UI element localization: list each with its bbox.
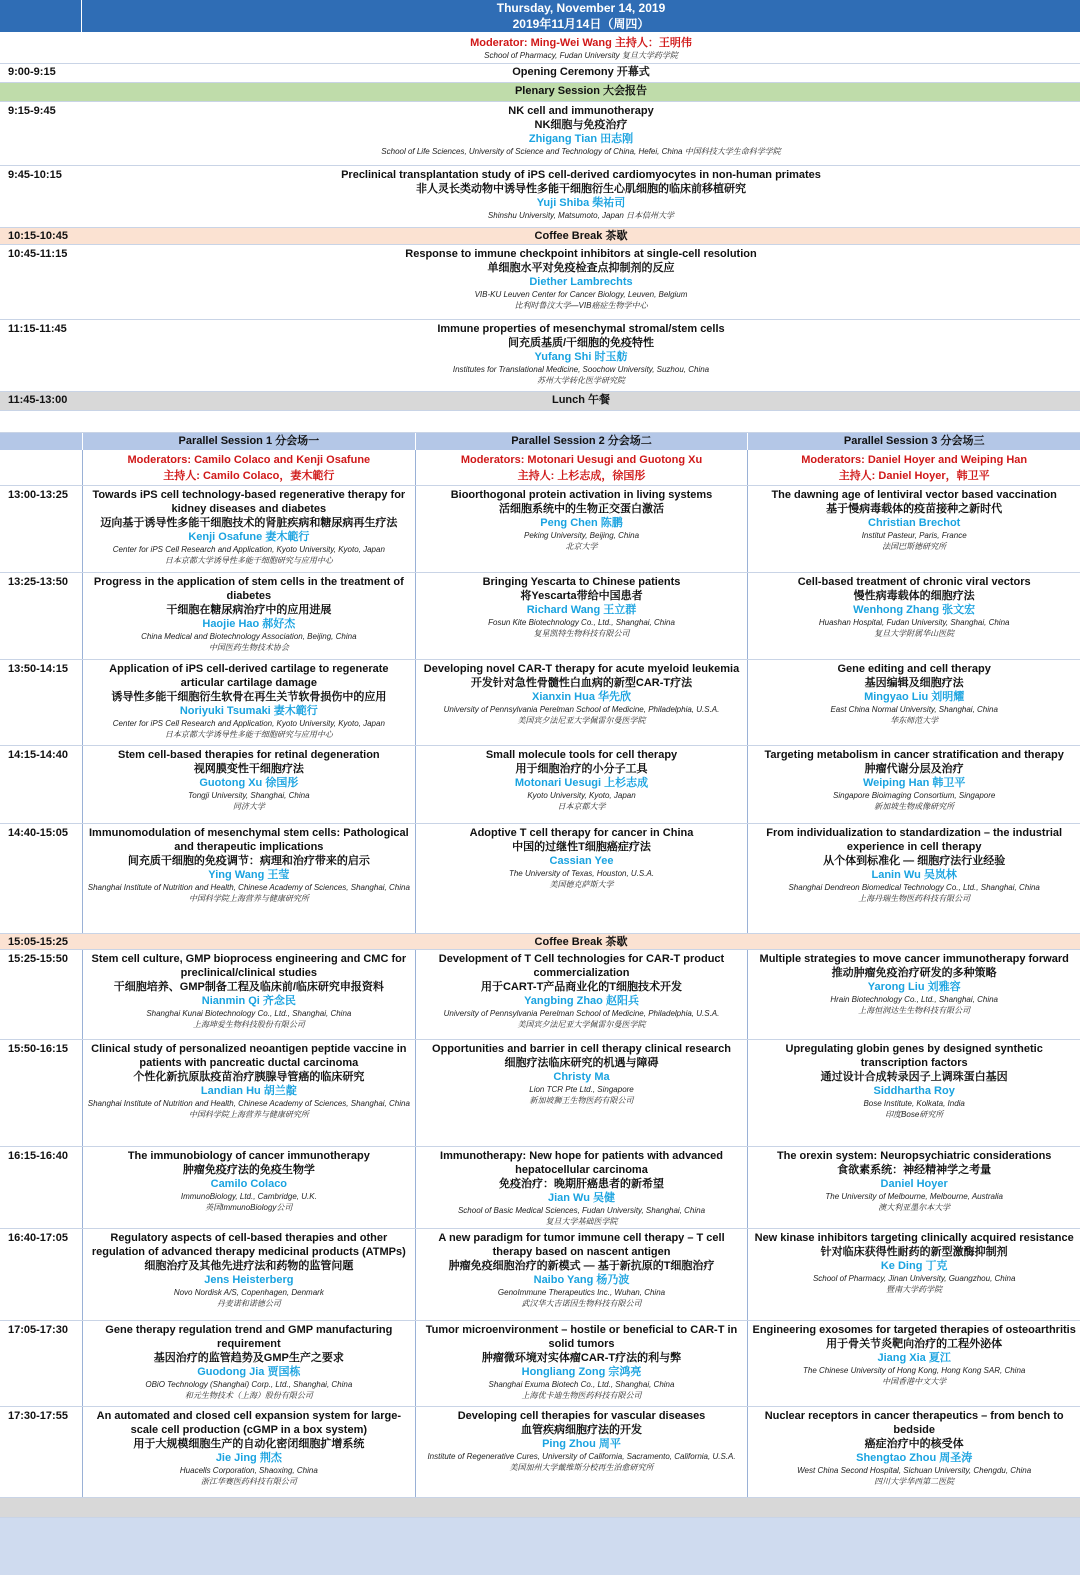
- talk-cell: [747, 573, 1080, 659]
- session-row: [0, 950, 1080, 1040]
- speaker-name: Wenhong Zhang 张文宏: [853, 604, 976, 616]
- speaker-affiliation-cn: 复星凯特生物科技有限公司: [533, 629, 630, 638]
- speaker-affiliation: Kyoto University, Kyoto, Japan: [527, 791, 636, 800]
- talk-title-cn: 从个体到标准化 — 细胞疗法行业经验: [823, 855, 1006, 867]
- moderator-name: Moderator: Ming-Wei Wang 主持人：王明伟: [470, 37, 692, 49]
- speaker-name: Zhigang Tian 田志刚: [528, 133, 634, 145]
- talk-title-cn: 单细胞水平对免疫检查点抑制剂的反应: [487, 262, 675, 274]
- time-cell: 13:25-13:50: [8, 576, 68, 588]
- moderators-en: Moderators: Camilo Colaco and Kenji Osafune: [127, 454, 371, 466]
- talk-title: Immunomodulation of mesenchymal stem cells: Pathological and therapeutic implications: [88, 827, 409, 853]
- talk-cell: [747, 486, 1080, 572]
- talk-cell: [415, 660, 748, 745]
- session-row: [0, 746, 1080, 824]
- talk-title: Gene therapy regulation trend and GMP manufacturing requirement: [105, 1324, 393, 1350]
- talk-title-cn: 用于CART-T产品商业化的T细胞技术开发: [480, 981, 683, 993]
- speaker-name: Mingyao Liu 刘明耀: [864, 691, 965, 703]
- talk-title-cn: 肿瘤免疫细胞治疗的新模式 — 基于新抗原的T细胞治疗: [448, 1260, 715, 1272]
- afternoon-sessions: [0, 950, 1080, 1498]
- session-row: [0, 486, 1080, 573]
- date-header: [0, 0, 1080, 32]
- talk-title-cn: 诱导性多能干细胞衍生软骨在再生关节软骨损伤中的应用: [111, 691, 387, 703]
- speaker-affiliation-cn: 新加坡狮王生物医药有限公司: [529, 1096, 634, 1105]
- speaker-affiliation: Center for iPS Cell Research and Application, Kyoto University, Kyoto, Japan: [112, 545, 385, 554]
- speaker-affiliation-cn: 中国科学院上海营养与健康研究所: [188, 1110, 309, 1119]
- time-cell: [0, 1498, 82, 1517]
- time-cell: 13:50-14:15: [8, 663, 68, 675]
- talk-cell: [82, 1147, 415, 1228]
- moderator-row: [0, 32, 1080, 64]
- talk-cell: [82, 1229, 415, 1320]
- talk-cell: [415, 824, 748, 933]
- speaker-name: Jiang Xia 夏江: [877, 1352, 951, 1364]
- talk-title-cn: 推动肿瘤免疫治疗研发的多种策略: [831, 967, 997, 979]
- speaker-affiliation-cn: 上海丹瑞生物医药科技有限公司: [858, 894, 971, 903]
- speaker-affiliation: Shanghai Institute of Nutrition and Health, Chinese Academy of Sciences, Shanghai, China: [87, 1099, 410, 1108]
- speaker-affiliation-cn: 同济大学: [232, 802, 265, 811]
- time-cell: 9:45-10:15: [8, 169, 62, 181]
- speaker-name: Weiping Han 韩卫平: [862, 777, 966, 789]
- talk-title-cn: 非人灵长类动物中诱导性多能干细胞衍生心肌细胞的临床前移植研究: [416, 183, 746, 195]
- header-spacer: [0, 0, 82, 32]
- talk-title-cn: 用于细胞治疗的小分子工具: [515, 763, 648, 775]
- talk-cell: [82, 824, 415, 933]
- moderators-cn: 主持人: Camilo Colaco，妻木範行: [163, 470, 335, 482]
- coffee-break-label: Coffee Break 茶歇: [534, 230, 628, 242]
- speaker-name: Yarong Liu 刘雅容: [867, 981, 961, 993]
- talk-title-cn: 食欲素系统：神经精神学之考量: [837, 1164, 992, 1176]
- talk-title-cn: 用于骨关节炎靶向治疗的工程外泌体: [826, 1338, 1003, 1350]
- speaker-affiliation-cn: 日本京都大学: [557, 802, 606, 811]
- speaker-name: Jens Heisterberg: [204, 1274, 294, 1286]
- speaker-affiliation-cn: 美国宾夕法尼亚大学佩雷尔曼医学院: [517, 1020, 646, 1029]
- moderators-en: Moderators: Motonari Uesugi and Guotong Xu: [460, 454, 703, 466]
- talk-title-cn: 血管疾病细胞疗法的开发: [521, 1424, 642, 1436]
- speaker-affiliation: Shanghai Kunai Biotechnology Co., Ltd., Shanghai, China: [146, 1009, 352, 1018]
- talk-cell: [415, 486, 748, 572]
- talk-title-cn: 间充质干细胞的免疫调节：病理和治疗带来的启示: [127, 855, 370, 867]
- talk-title: Cell-based treatment of chronic viral vectors: [797, 576, 1031, 588]
- moderators-en: Moderators: Daniel Hoyer and Weiping Han: [801, 454, 1028, 466]
- time-cell: 13:00-13:25: [8, 489, 68, 501]
- talk-title: Regulatory aspects of cell-based therapies and other regulation of advanced therapy medicinal products (ATMPs): [91, 1232, 406, 1258]
- reception-label: [82, 1498, 1080, 1517]
- talk-cell: [415, 746, 748, 823]
- speaker-name: Diether Lambrechts: [529, 276, 633, 288]
- speaker-affiliation: Shinshu University, Matsumoto, Japan 日本信州大学: [487, 211, 675, 220]
- speaker-affiliation: Hrain Biotechnology Co., Ltd., Shanghai, China: [830, 995, 999, 1004]
- speaker-affiliation: China Medical and Biotechnology Association, Beijing, China: [141, 632, 357, 641]
- night-event-row: [0, 1518, 1080, 1575]
- talk-title: Multiple strategies to move cancer immunotherapy forward: [759, 953, 1069, 965]
- speaker-name: Ping Zhou 周平: [542, 1438, 621, 1450]
- speaker-name: Shengtao Zhou 周圣涛: [856, 1452, 973, 1464]
- speaker-name: Lanin Wu 吴岚林: [871, 869, 957, 881]
- plenary-label: Plenary Session 大会报告: [514, 85, 648, 97]
- speaker-affiliation: East China Normal University, Shanghai, China: [830, 705, 998, 714]
- talk-cell: [82, 1407, 415, 1497]
- lunch-row: [0, 392, 1080, 411]
- speaker-affiliation-cn: 澳大利亚墨尔本大学: [878, 1203, 951, 1212]
- speaker-affiliation: Center for iPS Cell Research and Application, Kyoto University, Kyoto, Japan: [112, 719, 385, 728]
- talk-title-cn: 个性化新抗原肽疫苗治疗胰腺导管癌的临床研究: [133, 1071, 365, 1083]
- time-cell: 9:00-9:15: [8, 66, 56, 78]
- speaker-affiliation: Tongji University, Shanghai, China: [188, 791, 310, 800]
- speaker-affiliation: Shanghai Dendreon Biomedical Technology Co., Ltd., Shanghai, China: [788, 883, 1040, 892]
- talk-title: Developing cell therapies for vascular diseases: [457, 1410, 706, 1422]
- date-cn: 2019年11月14日（周四）: [512, 17, 650, 31]
- speaker-affiliation-cn: 上海坤爱生物科技股份有限公司: [192, 1020, 305, 1029]
- talk-title: Response to immune checkpoint inhibitors at single-cell resolution: [405, 248, 757, 260]
- talk-cell: [82, 1040, 415, 1146]
- time-cell: 9:15-9:45: [8, 105, 56, 117]
- time-cell: 17:05-17:30: [8, 1324, 68, 1336]
- speaker-affiliation: Novo Nordisk A/S, Copenhagen, Denmark: [173, 1288, 324, 1297]
- speaker-name: Daniel Hoyer: [880, 1178, 948, 1190]
- speaker-affiliation-cn: 上海优卡迪生物医药科技有限公司: [521, 1391, 642, 1400]
- talk-cell: [747, 1229, 1080, 1320]
- speaker-affiliation-cn: 上海恒润达生生物科技有限公司: [858, 1006, 971, 1015]
- speaker-name: Jian Wu 吴健: [547, 1192, 616, 1204]
- talk-title-cn: 视网膜变性干细胞疗法: [193, 763, 304, 775]
- talk-cell: [415, 1040, 748, 1146]
- talk-title-cn: 活细胞系统中的生物正交蛋白激活: [499, 503, 664, 515]
- talk-title: Targeting metabolism in cancer stratification and therapy: [764, 749, 1064, 761]
- talk-title: NK cell and immunotherapy: [508, 105, 654, 117]
- speaker-affiliation-cn: 四川大学华西第二医院: [874, 1477, 955, 1486]
- speaker-affiliation: School of Basic Medical Sciences, Fudan University, Shanghai, China: [457, 1206, 706, 1215]
- parallel-session-headers: [0, 433, 1080, 450]
- talk-title: Towards iPS cell technology-based regenerative therapy for kidney diseases and diabetes: [92, 489, 406, 515]
- speaker-affiliation-cn: 法国巴斯德研究所: [882, 542, 947, 551]
- talk-title: Tumor microenvironment – hostile or beneficial to CAR-T in solid tumors: [425, 1324, 738, 1350]
- talk-cell: [747, 1407, 1080, 1497]
- parallel-moderators-row: [0, 450, 1080, 486]
- talk-title: A new paradigm for tumor immune cell therapy – T cell therapy based on nascent antigen: [438, 1232, 725, 1258]
- plenary-talk: [0, 320, 1080, 392]
- speaker-affiliation-cn: 复旦大学基础医学院: [545, 1217, 618, 1226]
- speaker-affiliation: Institute of Regenerative Cures, University of California, Sacramento, California, U.S.A.: [427, 1452, 736, 1461]
- parallel-sessions: [0, 486, 1080, 934]
- speaker-name: Ying Wang 王莹: [208, 869, 290, 881]
- talk-title-cn: 干细胞在糖尿病治疗中的应用进展: [166, 604, 332, 616]
- speaker-affiliation: Shanghai Exuma Biotech Co., Ltd., Shanghai, China: [488, 1380, 675, 1389]
- speaker-affiliation-cn: 武汉华大吉诺因生物科技有限公司: [521, 1299, 642, 1308]
- talk-title: Bringing Yescarta to Chinese patients: [482, 576, 681, 588]
- talk-cell: [82, 950, 415, 1039]
- talk-title-cn: 肿瘤代谢分层及治疗: [864, 763, 964, 775]
- speaker-affiliation-cn: 暨南大学药学院: [886, 1285, 943, 1294]
- speaker-affiliation: Huashan Hospital, Fudan University, Shanghai, China: [818, 618, 1010, 627]
- speaker-affiliation: ImmunoBiology, Ltd., Cambridge, U.K.: [180, 1192, 317, 1201]
- speaker-affiliation: School of Pharmacy, Jinan University, Guangzhou, China: [812, 1274, 1016, 1283]
- talk-title-cn: 将Yescarta带给中国患者: [520, 590, 643, 602]
- talk-cell: [747, 1040, 1080, 1146]
- speaker-name: Hongliang Zong 宗鸿亮: [521, 1366, 642, 1378]
- talk-title-cn: NK细胞与免疫治疗: [534, 119, 628, 131]
- speaker-affiliation: The Chinese University of Hong Kong, Hong Kong SAR, China: [803, 1366, 1026, 1375]
- speaker-name: Yuji Shiba 柴祐司: [536, 197, 626, 209]
- talk-cell: [747, 660, 1080, 745]
- speaker-affiliation-cn: 美国加州大学戴维斯分校再生治愈研究所: [509, 1463, 654, 1472]
- talk-title-cn: 细胞治疗及其他先进疗法和药物的监管问题: [144, 1260, 354, 1272]
- speaker-name: Kenji Osafune 妻木範行: [188, 531, 310, 543]
- speaker-affiliation: Fosun Kite Biotechnology Co., Ltd., Shanghai, China: [488, 618, 675, 627]
- speaker-name: Guotong Xu 徐国彤: [199, 777, 299, 789]
- speaker-affiliation-cn: 中国科学院上海营养与健康研究所: [188, 894, 309, 903]
- talk-cell: [747, 950, 1080, 1039]
- moderator-affiliation: School of Pharmacy, Fudan University 复旦大学药学院: [484, 51, 678, 60]
- session-row: [0, 1147, 1080, 1229]
- speaker-name: Naibo Yang 杨乃波: [533, 1274, 630, 1286]
- time-cell: 16:40-17:05: [8, 1232, 68, 1244]
- talk-cell: [415, 573, 748, 659]
- speaker-affiliation-cn: 美国德克萨斯大学: [549, 880, 614, 889]
- speaker-affiliation-cn: 复旦大学附属华山医院: [874, 629, 955, 638]
- time-cell: 15:50-16:15: [8, 1043, 68, 1055]
- talk-title: Stem cell culture, GMP bioprocess engineering and CMC for preclinical/clinical studies: [91, 953, 407, 979]
- time-cell: 11:45-13:00: [8, 394, 68, 406]
- talk-title: Engineering exosomes for targeted therapies of osteoarthritis: [752, 1324, 1076, 1336]
- date-en: Thursday, November 14, 2019: [496, 1, 666, 15]
- session-row: [0, 573, 1080, 660]
- talk-title: Immunotherapy: New hope for patients with advanced hepatocellular carcinoma: [440, 1150, 723, 1176]
- talk-cell: [82, 660, 415, 745]
- speaker-affiliation-cn: 和元生物技术（上海）股份有限公司: [184, 1391, 313, 1400]
- speaker-name: Guodong Jia 贾国栋: [197, 1366, 301, 1378]
- talk-cell: [82, 486, 415, 572]
- talk-title: Preclinical transplantation study of iPS cell-derived cardiomyocytes in non-human primates: [341, 169, 821, 181]
- talk-title-cn: 开发针对急性骨髓性白血病的新型CAR-T疗法: [470, 677, 693, 689]
- talk-title: Application of iPS cell-derived cartilage to regenerate articular cartilage damage: [109, 663, 389, 689]
- speaker-affiliation-cn: 印度Bose研究所: [885, 1110, 944, 1119]
- talk-title: From individualization to standardization – the industrial experience in cell therapy: [766, 827, 1063, 853]
- speaker-name: Ke Ding 丁克: [880, 1260, 948, 1272]
- talk-title-cn: 基于慢病毒载体的疫苗接种之新时代: [826, 503, 1003, 515]
- speaker-affiliation: GenoImmune Therapeutics Inc., Wuhan, China: [497, 1288, 666, 1297]
- speaker-name: Cassian Yee: [549, 855, 614, 867]
- speaker-affiliation: The University of Texas, Houston, U.S.A.: [508, 869, 655, 878]
- speaker-name: Richard Wang 王立群: [526, 604, 637, 616]
- time-cell: 14:40-15:05: [8, 827, 68, 839]
- plenary-talk: [0, 166, 1080, 228]
- talk-title: Immune properties of mesenchymal stromal/stem cells: [437, 323, 725, 335]
- talk-cell: [82, 746, 415, 823]
- lunch-label: Lunch 午餐: [551, 394, 611, 406]
- session-row: [0, 824, 1080, 934]
- talk-title-cn: 肿瘤免疫疗法的免疫生物学: [182, 1164, 315, 1176]
- talk-title: Bioorthogonal protein activation in living systems: [450, 489, 713, 501]
- talk-title-cn: 基因编辑及细胞疗法: [864, 677, 964, 689]
- talk-title-cn: 肿瘤微环境对实体瘤CAR-T疗法的利与弊: [481, 1352, 682, 1364]
- opening-title: Opening Ceremony 开幕式: [512, 66, 650, 78]
- talk-title-cn: 针对临床获得性耐药的新型激酶抑制剂: [820, 1246, 1008, 1258]
- speaker-affiliation: Lion TCR Pte Ltd., Singapore: [529, 1085, 634, 1094]
- plenary-talk: [0, 245, 1080, 320]
- speaker-name: Xianxin Hua 华先欣: [531, 691, 632, 703]
- spacer: [0, 411, 1080, 433]
- time-cell: 17:30-17:55: [8, 1410, 68, 1422]
- moderators-cn: 主持人: 上杉志成，徐国彤: [517, 470, 646, 482]
- parallel-session-2-header: Parallel Session 2 分会场二: [415, 433, 748, 450]
- speaker-affiliation: Singapore Bioimaging Consortium, Singapore: [833, 791, 996, 800]
- talk-cell: [415, 1407, 748, 1497]
- time-cell: 15:05-15:25: [8, 936, 68, 948]
- reception-row: [0, 1498, 1080, 1518]
- speaker-affiliation: University of Pennsylvania Perelman School of Medicine, Philadelphia, U.S.A.: [443, 1009, 720, 1018]
- time-cell: 10:15-10:45: [8, 230, 68, 242]
- speaker-name: Camilo Colaco: [210, 1178, 288, 1190]
- plenary-band: [0, 83, 1080, 102]
- talk-title: Developing novel CAR-T therapy for acute myeloid leukemia: [423, 663, 740, 675]
- speaker-name: Christian Brechot: [868, 517, 961, 529]
- talk-title: Adoptive T cell therapy for cancer in China: [469, 827, 694, 839]
- talk-cell: [747, 1147, 1080, 1228]
- speaker-affiliation-cn: 丹麦诺和诺德公司: [216, 1299, 281, 1308]
- speaker-affiliation-cn: 中国医药生物技术协会: [208, 643, 289, 652]
- talk-cell: [747, 1321, 1080, 1406]
- time-cell: [0, 1518, 82, 1575]
- speaker-name: Noriyuki Tsumaki 妻木範行: [179, 705, 318, 717]
- talk-title-cn: 基因治疗的监管趋势及GMP生产之要求: [153, 1352, 344, 1364]
- talk-cell: [415, 1321, 748, 1406]
- speaker-affiliation-cn: 北京大学: [565, 542, 598, 551]
- coffee-break-row: [0, 228, 1080, 245]
- talk-cell: [82, 1321, 415, 1406]
- talk-title-cn: 间充质基质/干细胞的免疫特性: [507, 337, 655, 349]
- speaker-affiliation-cn: 中国香港中文大学: [882, 1377, 947, 1386]
- talk-cell: [82, 573, 415, 659]
- speaker-name: Yangbing Zhao 赵阳兵: [524, 995, 639, 1007]
- time-cell: 16:15-16:40: [8, 1150, 68, 1162]
- session-row: [0, 1321, 1080, 1407]
- talk-title-cn: 干细胞培养、GMP制备工程及临床前/临床研究申报资料: [113, 981, 384, 993]
- talk-title: Opportunities and barrier in cell therapy clinical research: [432, 1043, 731, 1055]
- opening-row: [0, 64, 1080, 83]
- speaker-name: Peng Chen 陈鹏: [540, 517, 623, 529]
- talk-title: Nuclear receptors in cancer therapeutics – from bench to bedside: [764, 1410, 1064, 1436]
- speaker-name: Siddhartha Roy: [873, 1085, 955, 1097]
- talk-title-cn: 用于大规模细胞生产的自动化密闭细胞扩增系统: [133, 1438, 365, 1450]
- speaker-affiliation: Huacells Corporation, Shaoxing, China: [179, 1466, 318, 1475]
- speaker-affiliation: OBiO Technology (Shanghai) Corp., Ltd., Shanghai, China: [145, 1380, 353, 1389]
- talk-title: Stem cell-based therapies for retinal degeneration: [118, 749, 380, 761]
- talk-title: New kinase inhibitors targeting clinically acquired resistance: [754, 1232, 1074, 1244]
- plenary-talk: [0, 102, 1080, 166]
- talk-cell: [747, 824, 1080, 933]
- speaker-affiliation-cn: 浙江华赛医药科技有限公司: [200, 1477, 297, 1486]
- speaker-affiliation-cn: 苏州大学转化医学研究院: [537, 376, 625, 385]
- speaker-affiliation: School of Life Sciences, University of Science and Technology of China, Hefei, China 中国科技大学生命科学学院: [381, 147, 781, 156]
- talk-title-cn: 中国的过继性T细胞癌症疗法: [512, 841, 651, 853]
- speaker-affiliation-cn: 日本京都大学诱导性多能干细胞研究与应用中心: [164, 730, 333, 739]
- speaker-name: Landian Hu 胡兰靛: [200, 1085, 297, 1097]
- time-cell: 10:45-11:15: [8, 248, 68, 260]
- talk-title-cn: 癌症治疗中的核受体: [864, 1438, 964, 1450]
- speaker-affiliation-cn: 日本京都大学诱导性多能干细胞研究与应用中心: [164, 556, 333, 565]
- talk-title: The orexin system: Neuropsychiatric considerations: [776, 1150, 1052, 1162]
- speaker-name: Haojie Hao 郝好杰: [202, 618, 296, 630]
- session-row: [0, 660, 1080, 746]
- moderators-cn: 主持人: Daniel Hoyer，韩卫平: [838, 470, 990, 482]
- talk-cell: [415, 1229, 748, 1320]
- talk-title-cn: 免疫治疗：晚期肝癌患者的新希望: [499, 1178, 664, 1190]
- time-cell: 11:15-11:45: [8, 323, 67, 335]
- speaker-affiliation-cn: 美国宾夕法尼亚大学佩雷尔曼医学院: [517, 716, 646, 725]
- time-cell: 14:15-14:40: [8, 749, 68, 761]
- speaker-affiliation-cn: 华东师范大学: [890, 716, 939, 725]
- parallel-session-1-header: Parallel Session 1 分会场一: [82, 433, 415, 450]
- talk-title: Upregulating globin genes by designed synthetic transcription factors: [785, 1043, 1043, 1069]
- speaker-name: Christy Ma: [553, 1071, 610, 1083]
- coffee-break-label: Coffee Break 茶歇: [534, 936, 628, 948]
- talk-title: The immunobiology of cancer immunotherapy: [127, 1150, 370, 1162]
- speaker-affiliation: University of Pennsylvania Perelman School of Medicine, Philadelphia, U.S.A.: [443, 705, 720, 714]
- session-row: [0, 1229, 1080, 1321]
- talk-title-cn: 慢性病毒载体的细胞疗法: [853, 590, 975, 602]
- speaker-name: Jie Jing 荆杰: [215, 1452, 282, 1464]
- session-row: [0, 1407, 1080, 1498]
- speaker-affiliation-cn: 新加坡生物成像研究所: [874, 802, 955, 811]
- session-row: [0, 1040, 1080, 1147]
- speaker-name: Motonari Uesugi 上杉志成: [514, 777, 649, 789]
- speaker-affiliation-cn: 英国ImmunoBiology公司: [205, 1203, 293, 1212]
- speaker-affiliation: Institut Pasteur, Paris, France: [861, 531, 967, 540]
- talk-title: Gene editing and cell therapy: [837, 663, 991, 675]
- talk-title-cn: 迈向基于诱导性多能干细胞技术的肾脏疾病和糖尿病再生疗法: [100, 517, 398, 529]
- speaker-affiliation: Bose Institute, Kolkata, India: [863, 1099, 965, 1108]
- parallel-session-3-header: Parallel Session 3 分会场三: [747, 433, 1080, 450]
- speaker-affiliation-cn: 比利时鲁汶大学—VIB癌症生物学中心: [514, 301, 648, 310]
- speaker-affiliation: West China Second Hospital, Sichuan University, Chengdu, China: [797, 1466, 1032, 1475]
- talk-title: Clinical study of personalized neoantigen peptide vaccine in patients with pancreatic ductal carcinoma: [91, 1043, 407, 1069]
- talk-title-cn: 通过设计合成转录因子上调珠蛋白基因: [820, 1071, 1008, 1083]
- speaker-affiliation: The University of Melbourne, Melbourne, Australia: [825, 1192, 1003, 1201]
- coffee-break-row: [0, 934, 1080, 950]
- talk-title: Progress in the application of stem cells in the treatment of diabetes: [93, 576, 404, 602]
- speaker-name: Yufang Shi 时玉舫: [534, 351, 628, 363]
- talk-cell: [747, 746, 1080, 823]
- speaker-affiliation: Institutes for Translational Medicine, Soochow University, Suzhou, China: [452, 365, 710, 374]
- speaker-name: Nianmin Qi 齐念民: [201, 995, 296, 1007]
- speaker-affiliation: Peking University, Beijing, China: [524, 531, 640, 540]
- talk-cell: [415, 950, 748, 1039]
- speaker-affiliation: Shanghai Institute of Nutrition and Health, Chinese Academy of Sciences, Shanghai, China: [87, 883, 410, 892]
- talk-cell: [415, 1147, 748, 1228]
- speaker-affiliation: VIB-KU Leuven Center for Cancer Biology, Leuven, Belgium: [474, 290, 688, 299]
- time-cell: 15:25-15:50: [8, 953, 68, 965]
- talk-title-cn: 细胞疗法临床研究的机遇与障碍: [504, 1057, 659, 1069]
- talk-title: Development of T Cell technologies for CAR-T product commercialization: [438, 953, 725, 979]
- talk-title: An automated and closed cell expansion system for large-scale cell production (cGMP in a box system): [96, 1410, 402, 1436]
- talk-title: Small molecule tools for cell therapy: [485, 749, 678, 761]
- talk-title: The dawning age of lentiviral vector based vaccination: [771, 489, 1057, 501]
